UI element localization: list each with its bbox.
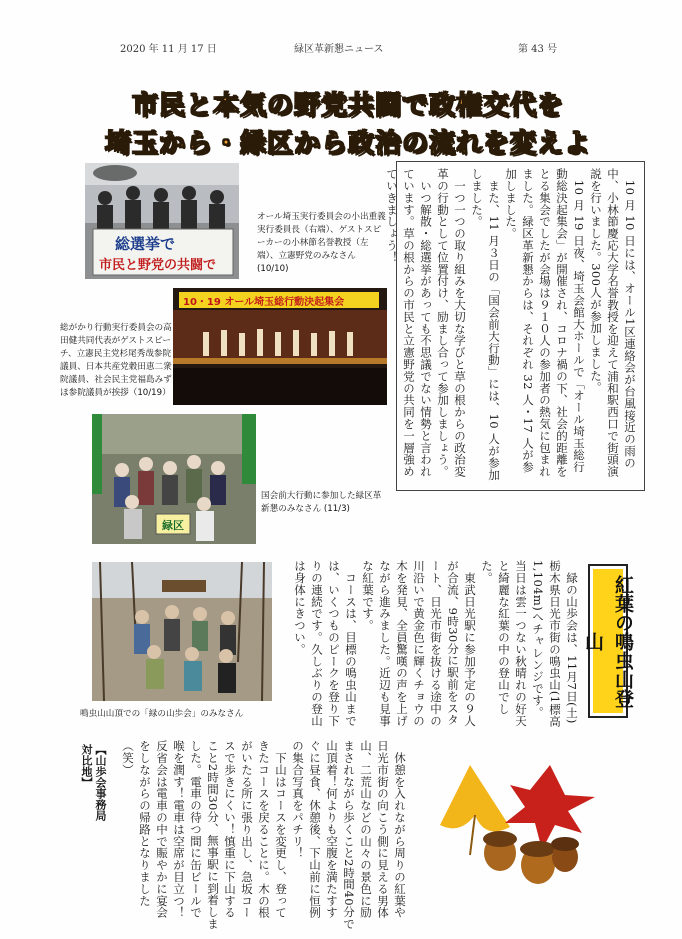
photo-parliament-action bbox=[92, 414, 256, 544]
newsletter-title: 緑区革新懇ニュース bbox=[294, 44, 384, 55]
article2-heading-box bbox=[582, 564, 634, 718]
photo1-caption: オール埼玉実行委員会の小出重義実行委員長（右端）、ゲストスピーカーの小林節名誉教授（左端）、立憲野党のみなさん(10/10) bbox=[257, 212, 386, 274]
autumn-leaves-illustration bbox=[430, 745, 610, 895]
signature-org: 【山歩会事務局 bbox=[94, 744, 107, 821]
article2-body-upper bbox=[293, 560, 580, 730]
article1-body bbox=[385, 168, 638, 484]
article1-paragraph: いつ解散・総選挙があっても不思議でない情勢と言われています。草の根からの市民と立憲野党の共同を一層強めていきましょう！ bbox=[385, 168, 433, 478]
photo-mountain-summit bbox=[92, 562, 272, 701]
photo1-banner-line1: 総選挙で bbox=[115, 235, 176, 253]
article1-paragraph: また、11 月３日の「国会前大行動」には、10 人が参加しました。 bbox=[470, 168, 501, 481]
photo-summit-image bbox=[92, 562, 272, 701]
article2-paragraph: 休憩を入れながら周りの紅葉や日光市街の向こう側に見える男体山、二荒山などの山々の景色に励まされながら歩くこと2時間40分で山頂着！何よりも空腹を満たすすぐに昼食、休憩後、下山前に恒例の集合写真をパチリ！ bbox=[291, 740, 407, 930]
article2-paragraph: コースは、目標の鳴虫山までは、いくつものピークを登り下りの連続です。久しぶりの登山は身体にきつい。 bbox=[293, 560, 358, 727]
issue-number: 第 43 号 bbox=[518, 44, 558, 55]
photo3-sign: 緑区 bbox=[162, 519, 184, 532]
article2-paragraph: 東武日光駅に参加予定の９人が合流、9時30分に駅前をスタート、日光市街を抜ける途中の川沿いで黄金色に輝くチョウの木を発見、全員驚嘆の声を上げながら進みました。近辺も見事な紅葉です。 bbox=[361, 560, 477, 727]
photo3-caption: 国会前大行動に参加した緑区革新懇のみなさん (11/3) bbox=[261, 491, 382, 514]
photo-rally bbox=[173, 288, 387, 405]
photo1-banner-line2: 市民と野党の共闘で bbox=[99, 258, 217, 273]
article2-paragraph: 緑の山歩会は、11月7日(土)栃木県日光市街の鳴虫山(1標高1,104m)へチャレンジです。当日は雲一つない秋晴れの好天と綺麗な紅葉の中の登山でした。 bbox=[480, 560, 579, 728]
photo4-caption: 鳴虫山山頂での「緑の山歩会」のみなさん bbox=[80, 709, 244, 719]
article2-signature bbox=[79, 744, 107, 894]
headline-line2: 埼玉から・緑区から政治の流れを変えよ bbox=[104, 129, 591, 159]
issue-date: 2020 年 11 月 17 日 bbox=[120, 44, 217, 55]
signature-name: 対比地】 bbox=[80, 744, 93, 788]
photo-street-speech bbox=[85, 163, 239, 279]
leaves-acorns-icon bbox=[430, 745, 610, 895]
article1-paragraph: 一つ一つの取り組みを大切な学びと草の根からの政治変革の行動として位置付け、励まし合って参加しましょう。 bbox=[436, 168, 467, 478]
photo2-banner: 10・19 オール埼玉総行動決起集会 bbox=[183, 297, 345, 308]
article2-heading: 紅葉の鳴虫山登山 bbox=[593, 569, 623, 713]
article1-paragraph: 10 月 19 日夜、埼玉会館大ホールで「オール埼玉総行動総決起集会」が開催され、コロナ禍の下、社会的距離をとる集会でしたが会場は９１０人の参加者の熱気に包まれました。緑区革新懇からは、それぞれ 32 人・17 人が参加しました。 bbox=[504, 168, 586, 478]
article2-body-lower bbox=[116, 740, 408, 930]
article1-paragraph: 10 月 10 日には、オール1区連絡会が台風接近の雨の中、小林節慶応大学名誉教授を迎えて浦和駅西口で街頭演説を行いました。300人が参加しました。 bbox=[589, 168, 637, 478]
article2-paragraph: 下山はコースを変更し、登ってきたコースを戻ることに。木の根がいたる所に張り出し、急坂コースで歩きにくい！慎重に下山すること2時間30分、無事駅に到着しました。電車の待つ間に缶ビールで喉を潤す！電車は空席が目立つ！反省会は電車の中で賑やかに宴会をしながらの帰路となりました（笑） bbox=[121, 740, 288, 930]
headline-line1: 市民と本気の野党共闘で政権交代を bbox=[131, 91, 564, 121]
photo2-caption: 総がかり行動実行委員会の高田健共同代表がゲストスピーチ、立憲民主党杉尾秀哉参院議員、日本共産党穀田恵二衆院議員、社会民主党福島みずほ参院議員が挨拶（10/19） bbox=[60, 323, 172, 398]
